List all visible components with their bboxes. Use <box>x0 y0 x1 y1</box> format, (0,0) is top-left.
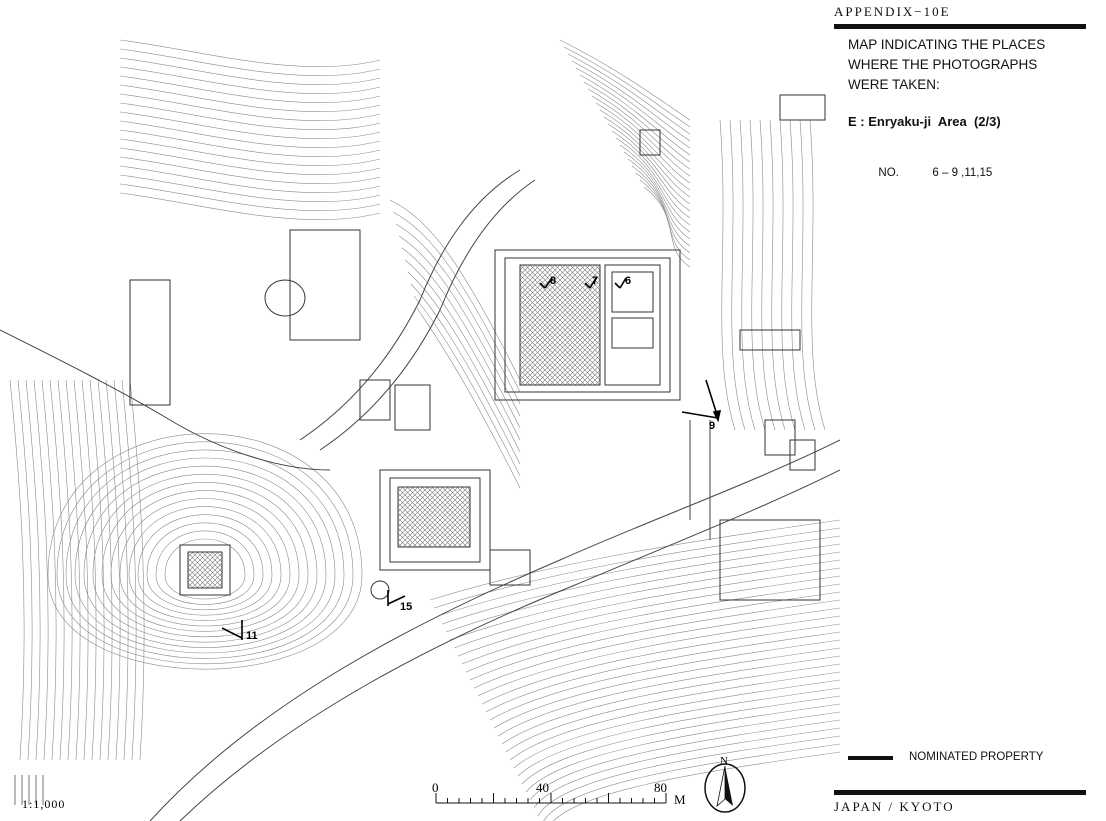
svg-text:15: 15 <box>400 601 413 613</box>
heading-line-1: MAP INDICATING THE PLACES <box>848 37 1046 52</box>
heading-line-2: WHERE THE PHOTOGRAPHS <box>848 57 1038 72</box>
scale-tick-40: 40 <box>536 780 549 795</box>
photo-markers <box>222 275 720 642</box>
scale-ratio: 1:1,000 <box>22 797 66 811</box>
appendix-label: APPENDIX−10E <box>834 4 951 19</box>
photo-marker-9[interactable] <box>682 380 720 432</box>
top-rule <box>834 24 1086 29</box>
area-title: E : Enryaku-ji Area (2/3) <box>848 114 1001 129</box>
footer-location: JAPAN / KYOTO <box>834 799 955 814</box>
scale-tick-0: 0 <box>432 780 439 795</box>
map-heading <box>848 35 1088 95</box>
svg-text:11: 11 <box>246 630 258 642</box>
bottom-rule <box>834 790 1086 795</box>
photo-no-value: 6 – 9 ,11,15 <box>932 167 993 179</box>
photo-marker-15[interactable] <box>388 590 412 613</box>
svg-text:8: 8 <box>550 275 557 287</box>
photo-marker-6[interactable] <box>615 275 631 288</box>
scale-tick-80: 80 <box>654 780 667 795</box>
north-label: N <box>720 755 728 767</box>
photo-numbers <box>872 155 992 179</box>
photo-marker-11[interactable] <box>222 620 258 642</box>
legend-label: NOMINATED PROPERTY <box>909 751 1044 763</box>
scale-unit: M <box>674 792 686 807</box>
svg-text:9: 9 <box>709 420 716 432</box>
svg-text:6: 6 <box>625 275 632 287</box>
heading-line-3: WERE TAKEN: <box>848 77 940 92</box>
photo-no-label: NO. <box>878 167 899 179</box>
legend-swatch <box>848 756 893 760</box>
svg-text:7: 7 <box>592 275 599 287</box>
